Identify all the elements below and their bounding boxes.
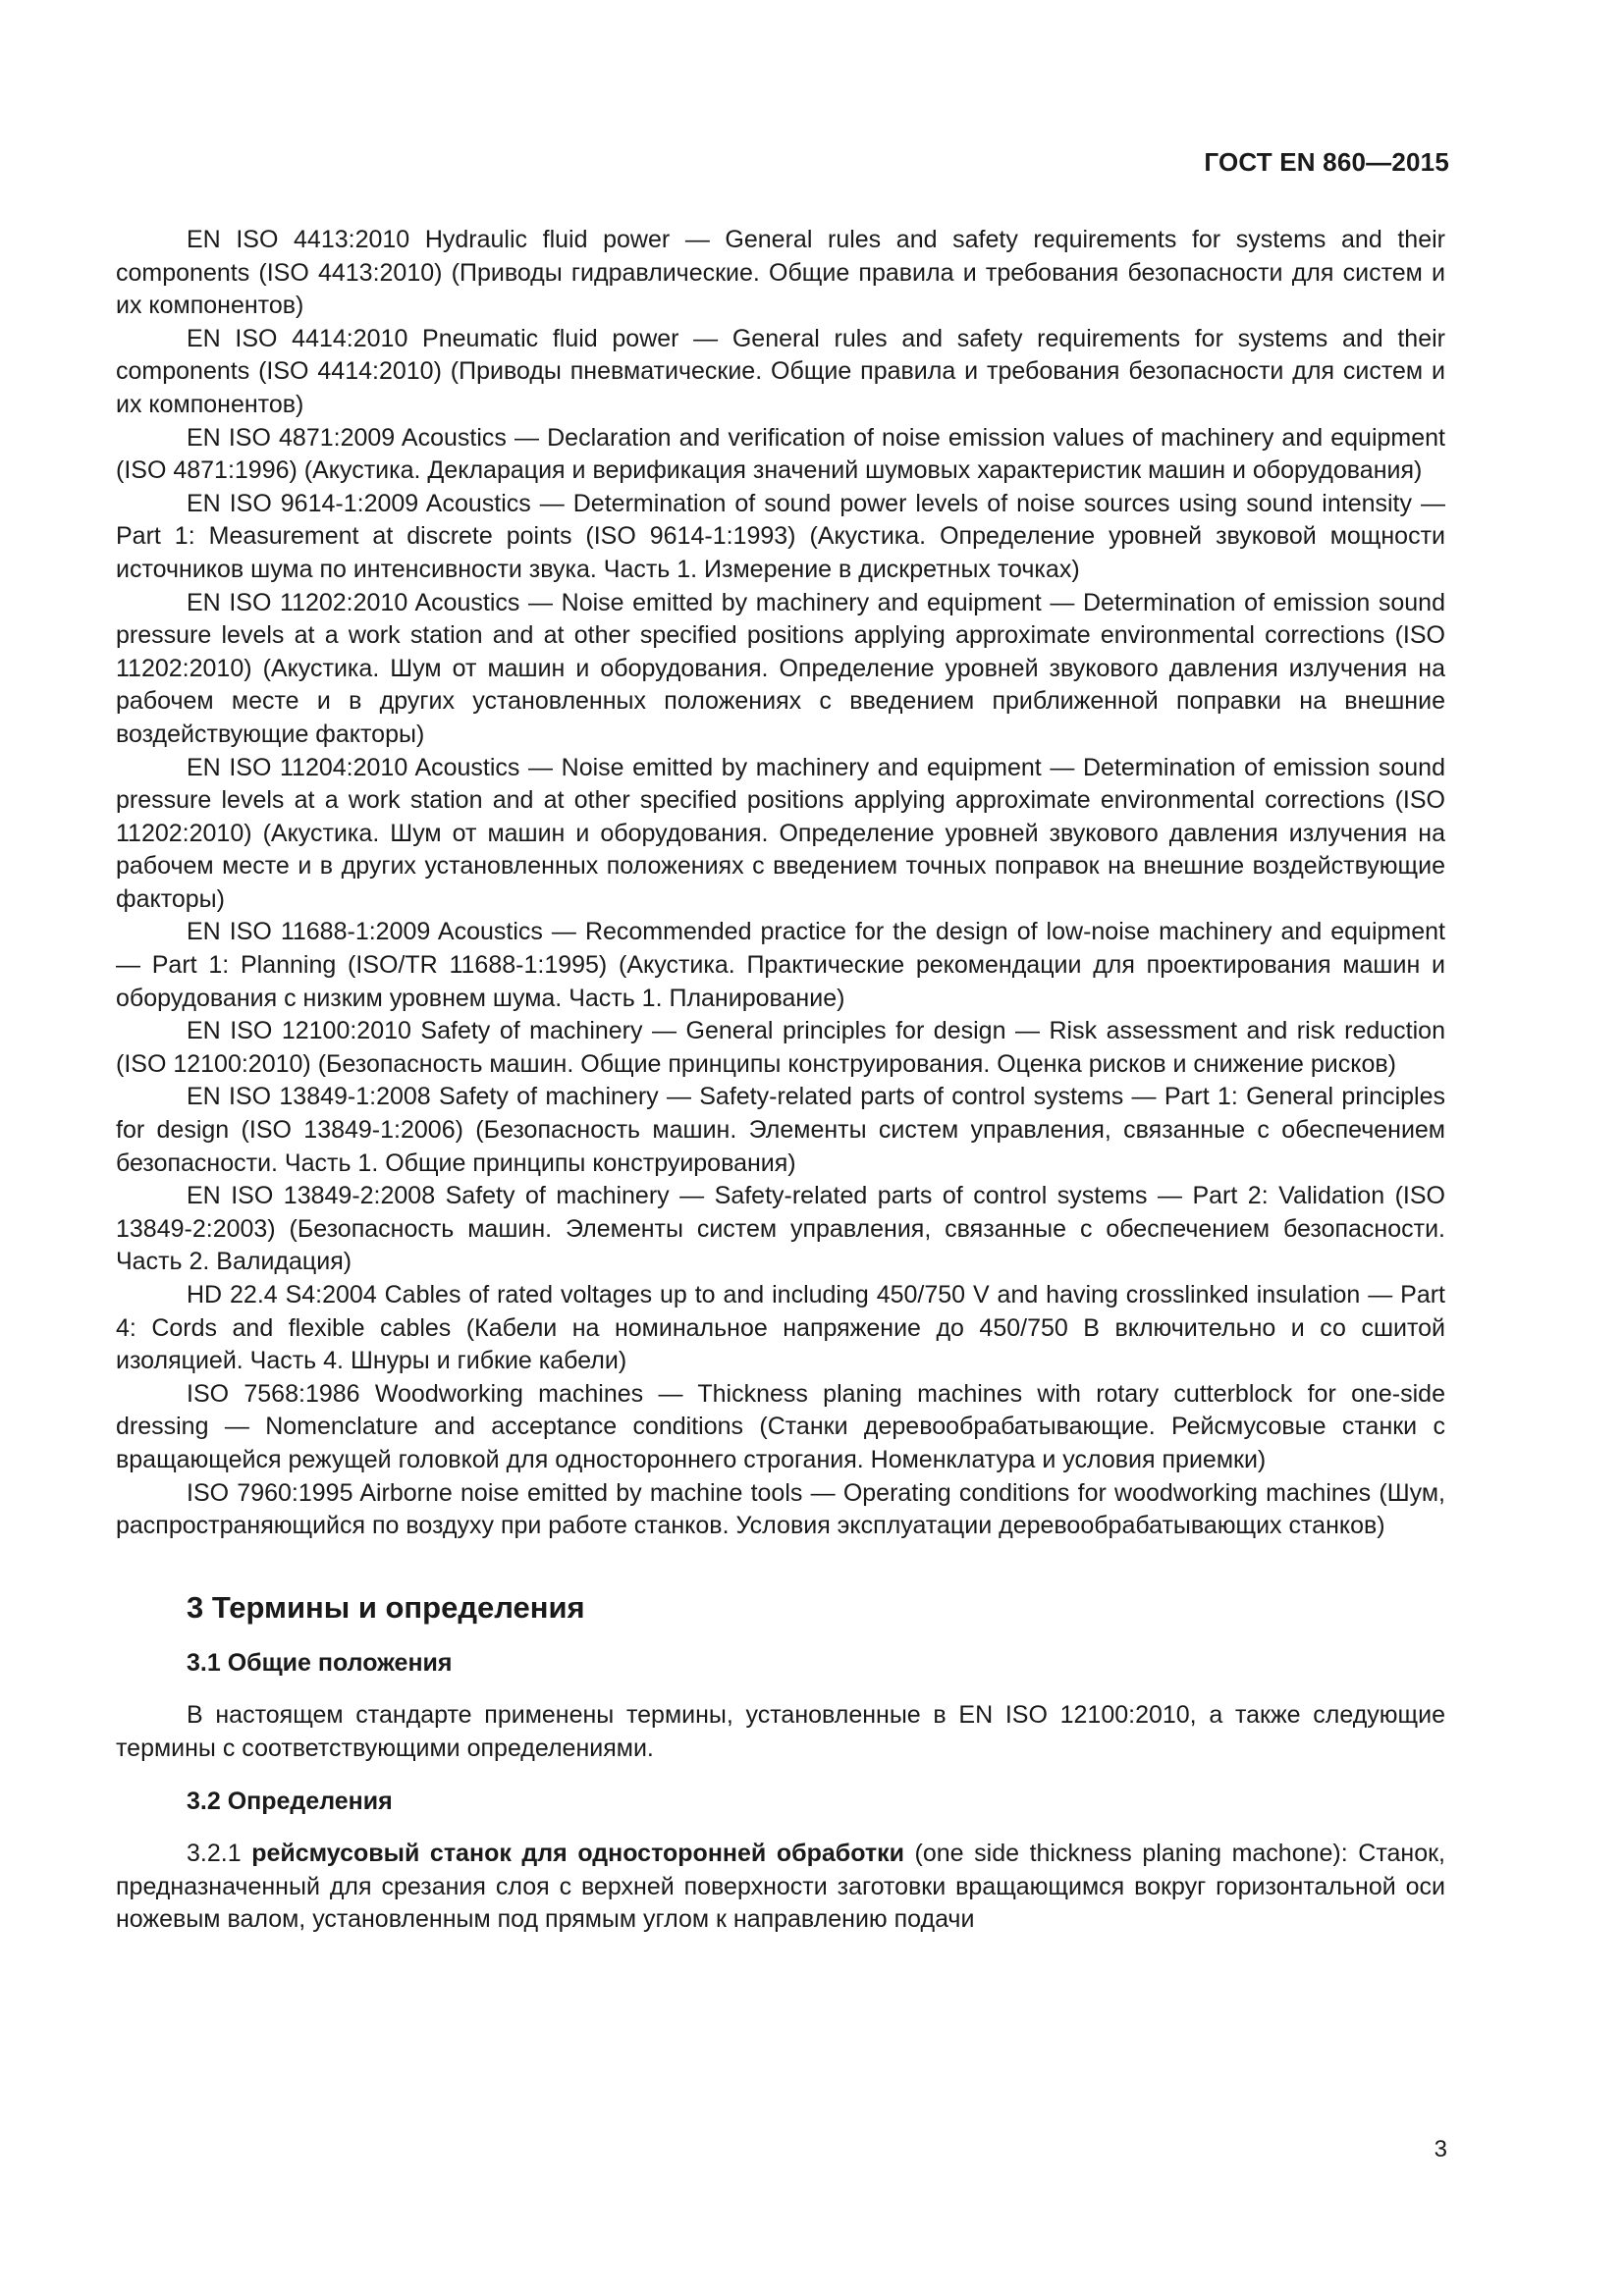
page-content xyxy=(116,224,1445,1937)
reference-item: EN ISO 11204:2010 Acoustics — Noise emitted by machinery and equipment — Determination of emission sound pressure levels at a work station and at other specified positions applying approximate environmental corrections (ISO 11202:2010) (Акустика. Шум от машин и оборудования. Определение уровней звукового давления излучения на рабочем месте и в других установленных положениях с введением точных поправок на внешние воздействующие факторы) xyxy=(116,753,1445,913)
reference-item: ISO 7960:1995 Airborne noise emitted by machine tools — Operating conditions for woodworking machines (Шум, распространяющийся по воздуху при работе станков. Условия эксплуатации деревообрабатывающих станков) xyxy=(116,1478,1445,1540)
normative-references-list xyxy=(116,224,1445,1543)
reference-item: EN ISO 9614-1:2009 Acoustics — Determination of sound power levels of noise sources using sound intensity — Part 1: Measurement at discrete points (ISO 9614-1:1993) (Акустика. Определение уровней звуковой мощности источников шума по интенсивности звука. Часть 1. Измерение в дискретных точках) xyxy=(116,489,1445,583)
reference-item: EN ISO 11202:2010 Acoustics — Noise emitted by machinery and equipment — Determination of emission sound pressure levels at a work station and at other specified positions applying approximate environmental corrections (ISO 11202:2010) (Акустика. Шум от машин и оборудования. Определение уровней звукового давления излучения на рабочем месте и в других установленных положениях с введением приближенной поправки на внешние воздействующие факторы) xyxy=(116,588,1445,748)
reference-item: HD 22.4 S4:2004 Cables of rated voltages up to and including 450/750 V and having crosslinked insulation — Part 4: Cords and flexible cables (Кабели на номинальное напряжение до 450/750 В включительно и со сшитой изоляцией. Часть 4. Шнуры и гибкие кабели) xyxy=(116,1281,1445,1375)
definition-paragraph xyxy=(116,1838,1445,1937)
page-header-doc-id: ГОСТ EN 860—2015 xyxy=(1204,147,1449,177)
reference-item: EN ISO 12100:2010 Safety of machinery — General principles for design — Risk assessment and risk reduction (ISO 12100:2010) (Безопасность машин. Общие принципы конструирования. Оценка рисков и снижение рисков) xyxy=(116,1017,1445,1078)
page-number: 3 xyxy=(1434,2136,1447,2163)
general-provisions-paragraph: В настоящем стандарте применены термины, установленные в EN ISO 12100:2010, а также следующие термины с соответствующими определениями. xyxy=(116,1701,1445,1762)
subsection-heading-general: 3.1 Общие положения xyxy=(187,1648,453,1677)
definition-english-term: (one side thickness planing machone): xyxy=(903,1840,1348,1868)
definition-text: Станок, предназначенный для срезания слоя с верхней поверхности заготовки вращающимся вокруг горизонтальной оси ножевым валом, установленным под прямым углом к направлению подачи xyxy=(116,1840,1445,1934)
reference-item: EN ISO 13849-2:2008 Safety of machinery — Safety-related parts of control systems — Part 2: Validation (ISO 13849-2:2003) (Безопасность машин. Элементы систем управления, связанные с обеспечением безопасности. Часть 2. Валидация) xyxy=(116,1182,1445,1276)
section-heading: 3 Термины и определения xyxy=(187,1589,585,1625)
reference-item: EN ISO 4871:2009 Acoustics — Declaration and verification of noise emission values of machinery and equipment (ISO 4871:1996) (Акустика. Декларация и верификация значений шумовых характеристик машин и оборудования) xyxy=(116,423,1445,485)
reference-item: EN ISO 13849-1:2008 Safety of machinery — Safety-related parts of control systems — Part 1: General principles for design (ISO 13849-1:2006) (Безопасность машин. Элементы систем управления, связанные с обеспечением безопасности. Часть 1. Общие принципы конструирования) xyxy=(116,1083,1445,1177)
reference-item: EN ISO 4414:2010 Pneumatic fluid power — General rules and safety requirements for systems and their components (ISO 4414:2010) (Приводы пневматические. Общие правила и требования безопасности для систем и их компонентов) xyxy=(116,324,1445,418)
reference-item: ISO 7568:1986 Woodworking machines — Thickness planing machines with rotary cutterblock for one-side dressing — Nomenclature and acceptance conditions (Станки деревообрабатывающие. Рейсмусовые станки с вращающейся режущей головкой для одностороннего строгания. Номенклатура и условия приемки) xyxy=(116,1379,1445,1473)
subsection-heading-definitions: 3.2 Определения xyxy=(187,1787,393,1815)
reference-item: EN ISO 4413:2010 Hydraulic fluid power — General rules and safety requirements for systems and their components (ISO 4413:2010) (Приводы гидравлические. Общие правила и требования безопасности для систем и их компонентов) xyxy=(116,226,1445,320)
reference-item: EN ISO 11688-1:2009 Acoustics — Recommended practice for the design of low-noise machinery and equipment — Part 1: Planning (ISO/TR 11688-1:1995) (Акустика. Практические рекомендации для проектирования машин и оборудования с низким уровнем шума. Часть 1. Планирование) xyxy=(116,918,1445,1012)
definition-term: рейсмусовый станок для односторонней обработки xyxy=(251,1840,904,1868)
definition-number: 3.2.1 xyxy=(187,1840,252,1868)
